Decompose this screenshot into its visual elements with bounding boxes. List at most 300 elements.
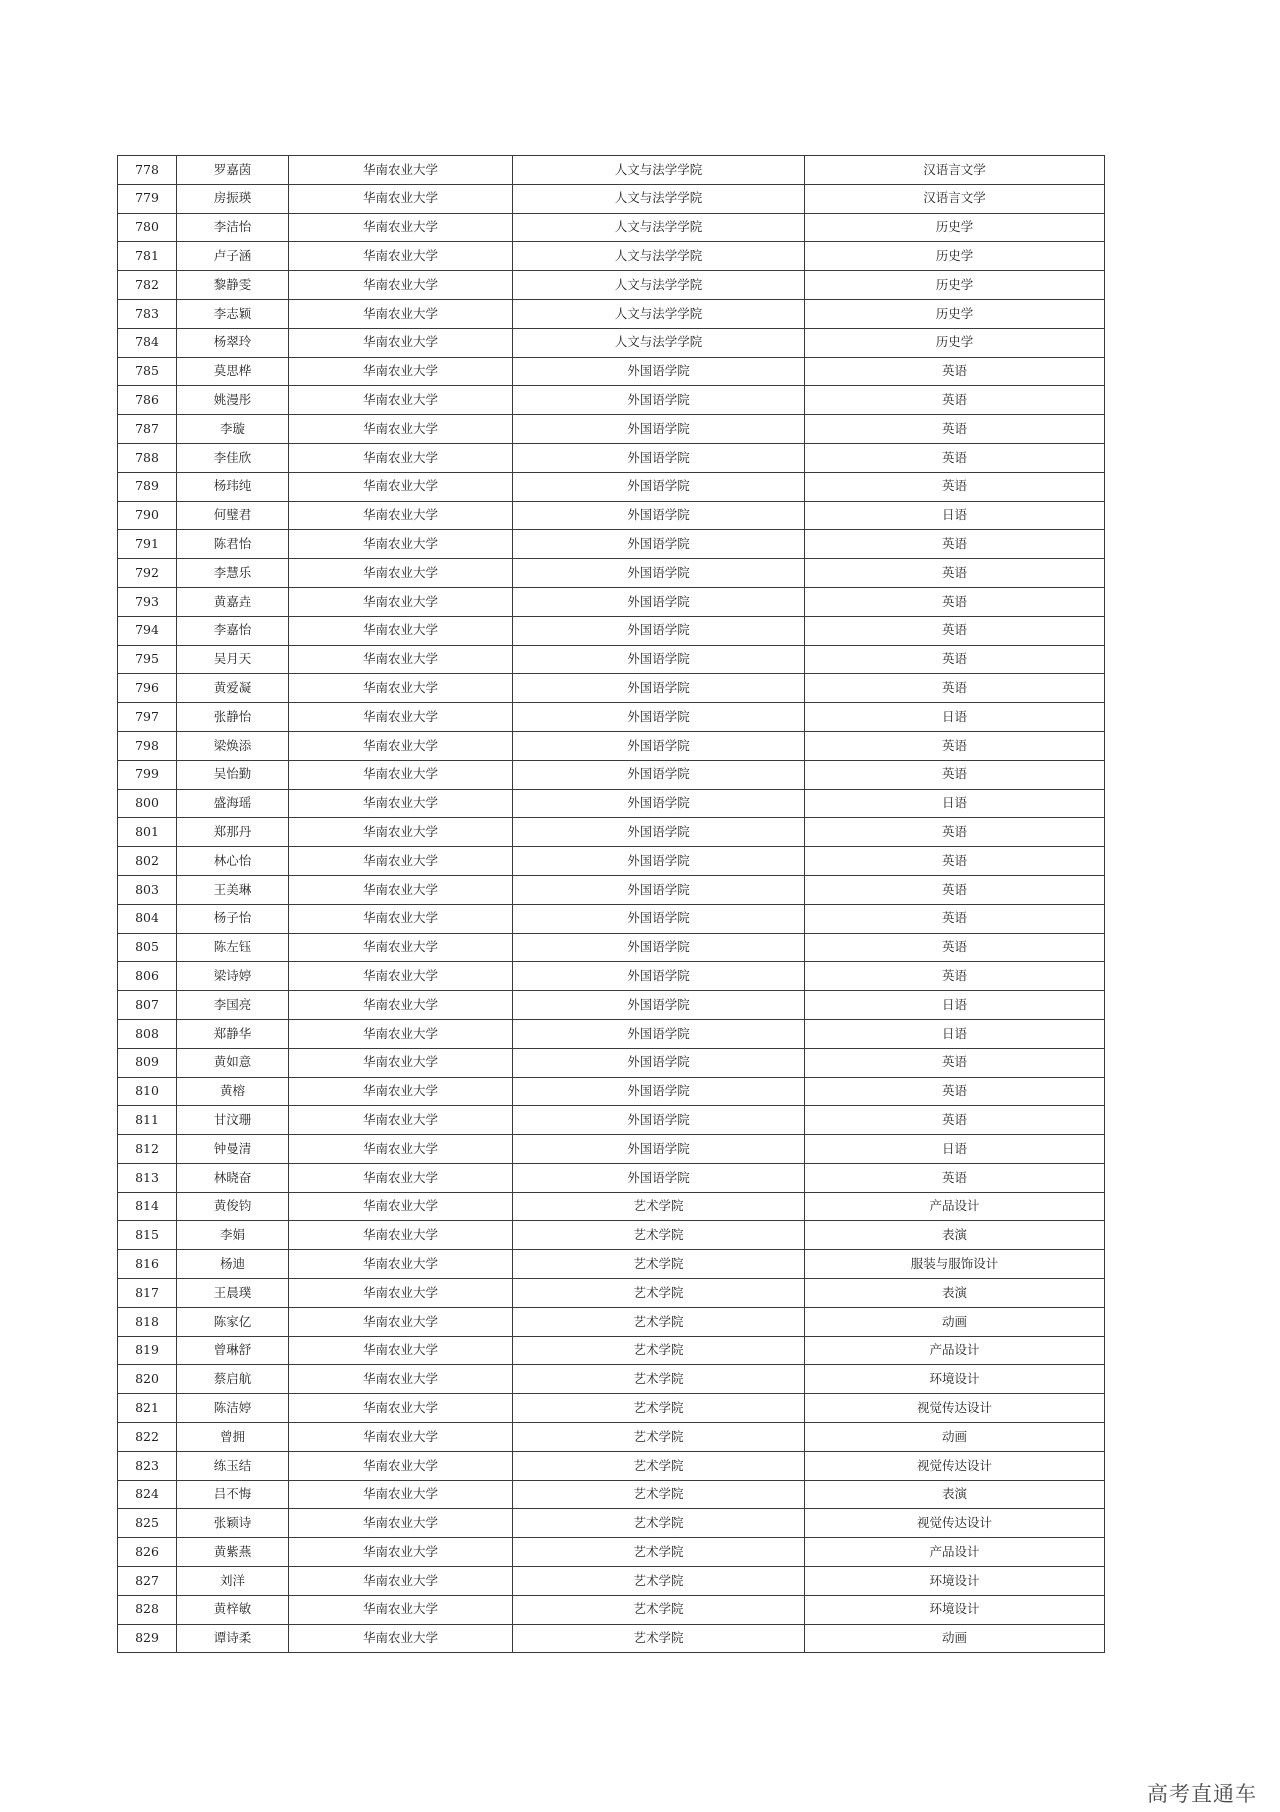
- cell-college: 艺术学院: [513, 1336, 805, 1365]
- cell-university: 华南农业大学: [289, 616, 513, 645]
- cell-university: 华南农业大学: [289, 156, 513, 185]
- table-row: [118, 645, 1105, 674]
- table-row: [118, 559, 1105, 588]
- cell-index: 801: [118, 818, 177, 847]
- cell-name: 陈君怡: [177, 530, 289, 559]
- cell-university: 华南农业大学: [289, 1480, 513, 1509]
- cell-index: 780: [118, 213, 177, 242]
- cell-name: 李国亮: [177, 991, 289, 1020]
- table-row: [118, 1250, 1105, 1279]
- cell-major: 汉语言文学: [805, 184, 1105, 213]
- cell-major: 历史学: [805, 213, 1105, 242]
- cell-university: 华南农业大学: [289, 386, 513, 415]
- table-row: [118, 184, 1105, 213]
- cell-university: 华南农业大学: [289, 875, 513, 904]
- cell-index: 779: [118, 184, 177, 213]
- cell-major: 日语: [805, 991, 1105, 1020]
- cell-index: 787: [118, 415, 177, 444]
- table-row: [118, 1307, 1105, 1336]
- table-row: [118, 674, 1105, 703]
- table-row: [118, 1336, 1105, 1365]
- table-row: [118, 1192, 1105, 1221]
- cell-name: 莫思桦: [177, 357, 289, 386]
- table-row: [118, 1279, 1105, 1308]
- table-row: [118, 1509, 1105, 1538]
- cell-index: 822: [118, 1423, 177, 1452]
- cell-index: 805: [118, 933, 177, 962]
- cell-major: 日语: [805, 789, 1105, 818]
- cell-index: 800: [118, 789, 177, 818]
- cell-college: 外国语学院: [513, 991, 805, 1020]
- cell-college: 外国语学院: [513, 645, 805, 674]
- cell-college: 外国语学院: [513, 847, 805, 876]
- table-row: [118, 875, 1105, 904]
- cell-college: 外国语学院: [513, 1019, 805, 1048]
- cell-college: 外国语学院: [513, 674, 805, 703]
- cell-university: 华南农业大学: [289, 933, 513, 962]
- cell-university: 华南农业大学: [289, 1595, 513, 1624]
- cell-major: 表演: [805, 1279, 1105, 1308]
- cell-college: 艺术学院: [513, 1307, 805, 1336]
- table-row: [118, 443, 1105, 472]
- cell-major: 英语: [805, 1077, 1105, 1106]
- cell-major: 动画: [805, 1423, 1105, 1452]
- cell-name: 盛海瑶: [177, 789, 289, 818]
- cell-university: 华南农业大学: [289, 1163, 513, 1192]
- cell-index: 819: [118, 1336, 177, 1365]
- table-row: [118, 1451, 1105, 1480]
- cell-name: 吕不悔: [177, 1480, 289, 1509]
- cell-university: 华南农业大学: [289, 703, 513, 732]
- cell-name: 王晨璞: [177, 1279, 289, 1308]
- cell-name: 李慧乐: [177, 559, 289, 588]
- cell-name: 黄如意: [177, 1048, 289, 1077]
- cell-major: 英语: [805, 674, 1105, 703]
- cell-college: 艺术学院: [513, 1480, 805, 1509]
- cell-college: 外国语学院: [513, 703, 805, 732]
- cell-major: 服装与服饰设计: [805, 1250, 1105, 1279]
- table-row: [118, 1567, 1105, 1596]
- cell-university: 华南农业大学: [289, 1509, 513, 1538]
- table-row: [118, 501, 1105, 530]
- cell-college: 外国语学院: [513, 1135, 805, 1164]
- table-row: [118, 299, 1105, 328]
- cell-university: 华南农业大学: [289, 789, 513, 818]
- table-row: [118, 1163, 1105, 1192]
- cell-name: 张颖诗: [177, 1509, 289, 1538]
- cell-major: 产品设计: [805, 1538, 1105, 1567]
- cell-college: 艺术学院: [513, 1192, 805, 1221]
- cell-major: 英语: [805, 1163, 1105, 1192]
- cell-university: 华南农业大学: [289, 472, 513, 501]
- cell-name: 钟曼清: [177, 1135, 289, 1164]
- cell-index: 783: [118, 299, 177, 328]
- cell-index: 823: [118, 1451, 177, 1480]
- table-row: [118, 1365, 1105, 1394]
- cell-name: 黄嘉垚: [177, 587, 289, 616]
- cell-university: 华南农业大学: [289, 1307, 513, 1336]
- cell-university: 华南农业大学: [289, 213, 513, 242]
- cell-college: 艺术学院: [513, 1423, 805, 1452]
- cell-major: 英语: [805, 415, 1105, 444]
- cell-index: 803: [118, 875, 177, 904]
- cell-university: 华南农业大学: [289, 847, 513, 876]
- cell-major: 英语: [805, 875, 1105, 904]
- table-row: [118, 1595, 1105, 1624]
- cell-college: 艺术学院: [513, 1567, 805, 1596]
- cell-name: 黎静雯: [177, 271, 289, 300]
- cell-name: 郑静华: [177, 1019, 289, 1048]
- cell-college: 艺术学院: [513, 1250, 805, 1279]
- cell-index: 813: [118, 1163, 177, 1192]
- cell-index: 816: [118, 1250, 177, 1279]
- cell-name: 房振瑛: [177, 184, 289, 213]
- cell-university: 华南农业大学: [289, 271, 513, 300]
- cell-name: 曾拥: [177, 1423, 289, 1452]
- cell-university: 华南农业大学: [289, 415, 513, 444]
- table-row: [118, 847, 1105, 876]
- cell-college: 人文与法学学院: [513, 184, 805, 213]
- table-row: [118, 818, 1105, 847]
- cell-college: 外国语学院: [513, 472, 805, 501]
- cell-major: 产品设计: [805, 1336, 1105, 1365]
- cell-college: 人文与法学学院: [513, 299, 805, 328]
- cell-index: 827: [118, 1567, 177, 1596]
- cell-college: 外国语学院: [513, 1048, 805, 1077]
- cell-name: 卢子涵: [177, 242, 289, 271]
- cell-college: 外国语学院: [513, 962, 805, 991]
- table-row: [118, 1019, 1105, 1048]
- cell-major: 历史学: [805, 299, 1105, 328]
- table-row: [118, 587, 1105, 616]
- cell-university: 华南农业大学: [289, 1048, 513, 1077]
- cell-major: 英语: [805, 472, 1105, 501]
- cell-major: 日语: [805, 1135, 1105, 1164]
- cell-college: 外国语学院: [513, 443, 805, 472]
- cell-college: 人文与法学学院: [513, 328, 805, 357]
- cell-college: 外国语学院: [513, 818, 805, 847]
- cell-index: 825: [118, 1509, 177, 1538]
- cell-major: 视觉传达设计: [805, 1509, 1105, 1538]
- cell-name: 梁诗婷: [177, 962, 289, 991]
- cell-college: 艺术学院: [513, 1595, 805, 1624]
- table-row: [118, 962, 1105, 991]
- cell-major: 环境设计: [805, 1595, 1105, 1624]
- cell-university: 华南农业大学: [289, 1567, 513, 1596]
- cell-major: 英语: [805, 1106, 1105, 1135]
- cell-major: 英语: [805, 962, 1105, 991]
- cell-college: 外国语学院: [513, 933, 805, 962]
- table-row: [118, 472, 1105, 501]
- cell-name: 林心怡: [177, 847, 289, 876]
- cell-university: 华南农业大学: [289, 904, 513, 933]
- cell-index: 817: [118, 1279, 177, 1308]
- table-row: [118, 271, 1105, 300]
- cell-name: 杨迪: [177, 1250, 289, 1279]
- cell-college: 人文与法学学院: [513, 242, 805, 271]
- table-row: [118, 991, 1105, 1020]
- cell-major: 英语: [805, 933, 1105, 962]
- cell-name: 刘洋: [177, 1567, 289, 1596]
- table-row: [118, 731, 1105, 760]
- cell-major: 表演: [805, 1221, 1105, 1250]
- cell-name: 曾琳舒: [177, 1336, 289, 1365]
- cell-university: 华南农业大学: [289, 1336, 513, 1365]
- cell-major: 环境设计: [805, 1365, 1105, 1394]
- cell-name: 李璇: [177, 415, 289, 444]
- cell-name: 郑那丹: [177, 818, 289, 847]
- cell-major: 动画: [805, 1624, 1105, 1653]
- cell-index: 802: [118, 847, 177, 876]
- admission-list-table: [117, 155, 1105, 1653]
- cell-index: 789: [118, 472, 177, 501]
- cell-university: 华南农业大学: [289, 760, 513, 789]
- cell-college: 艺术学院: [513, 1509, 805, 1538]
- cell-university: 华南农业大学: [289, 962, 513, 991]
- cell-name: 黄紫燕: [177, 1538, 289, 1567]
- cell-name: 张静怡: [177, 703, 289, 732]
- cell-university: 华南农业大学: [289, 1365, 513, 1394]
- table-row: [118, 1423, 1105, 1452]
- cell-index: 824: [118, 1480, 177, 1509]
- cell-name: 陈左钰: [177, 933, 289, 962]
- cell-college: 外国语学院: [513, 760, 805, 789]
- cell-index: 809: [118, 1048, 177, 1077]
- cell-university: 华南农业大学: [289, 991, 513, 1020]
- cell-index: 790: [118, 501, 177, 530]
- table-row: [118, 1048, 1105, 1077]
- cell-name: 李佳欣: [177, 443, 289, 472]
- cell-college: 外国语学院: [513, 357, 805, 386]
- cell-index: 806: [118, 962, 177, 991]
- cell-name: 李娟: [177, 1221, 289, 1250]
- cell-college: 艺术学院: [513, 1221, 805, 1250]
- table-row: [118, 1538, 1105, 1567]
- cell-index: 826: [118, 1538, 177, 1567]
- cell-major: 英语: [805, 1048, 1105, 1077]
- cell-university: 华南农业大学: [289, 1451, 513, 1480]
- cell-name: 杨玮纯: [177, 472, 289, 501]
- cell-university: 华南农业大学: [289, 1538, 513, 1567]
- cell-name: 陈洁婷: [177, 1394, 289, 1423]
- cell-name: 李志颖: [177, 299, 289, 328]
- cell-index: 778: [118, 156, 177, 185]
- cell-university: 华南农业大学: [289, 1019, 513, 1048]
- cell-college: 外国语学院: [513, 1106, 805, 1135]
- table-row: [118, 242, 1105, 271]
- cell-major: 英语: [805, 530, 1105, 559]
- cell-college: 人文与法学学院: [513, 156, 805, 185]
- cell-college: 外国语学院: [513, 904, 805, 933]
- cell-index: 815: [118, 1221, 177, 1250]
- cell-college: 艺术学院: [513, 1538, 805, 1567]
- cell-university: 华南农业大学: [289, 184, 513, 213]
- cell-college: 外国语学院: [513, 875, 805, 904]
- table-body: [118, 156, 1105, 1653]
- cell-university: 华南农业大学: [289, 1192, 513, 1221]
- cell-college: 人文与法学学院: [513, 213, 805, 242]
- table-row: [118, 616, 1105, 645]
- cell-major: 英语: [805, 559, 1105, 588]
- cell-university: 华南农业大学: [289, 1106, 513, 1135]
- cell-index: 794: [118, 616, 177, 645]
- cell-major: 英语: [805, 645, 1105, 674]
- cell-name: 练玉结: [177, 1451, 289, 1480]
- cell-name: 何璧君: [177, 501, 289, 530]
- cell-name: 蔡启航: [177, 1365, 289, 1394]
- cell-name: 李嘉怡: [177, 616, 289, 645]
- cell-major: 英语: [805, 443, 1105, 472]
- table-row: [118, 789, 1105, 818]
- cell-index: 795: [118, 645, 177, 674]
- table-row: [118, 213, 1105, 242]
- cell-major: 日语: [805, 703, 1105, 732]
- table-row: [118, 703, 1105, 732]
- cell-index: 784: [118, 328, 177, 357]
- cell-index: 797: [118, 703, 177, 732]
- cell-index: 799: [118, 760, 177, 789]
- cell-major: 环境设计: [805, 1567, 1105, 1596]
- table-row: [118, 1624, 1105, 1653]
- cell-university: 华南农业大学: [289, 443, 513, 472]
- cell-name: 黄爱凝: [177, 674, 289, 703]
- cell-name: 梁焕添: [177, 731, 289, 760]
- cell-major: 英语: [805, 386, 1105, 415]
- cell-index: 814: [118, 1192, 177, 1221]
- cell-college: 外国语学院: [513, 1163, 805, 1192]
- cell-major: 日语: [805, 1019, 1105, 1048]
- cell-university: 华南农业大学: [289, 328, 513, 357]
- cell-index: 788: [118, 443, 177, 472]
- cell-name: 杨子怡: [177, 904, 289, 933]
- cell-university: 华南农业大学: [289, 501, 513, 530]
- cell-index: 792: [118, 559, 177, 588]
- cell-major: 英语: [805, 847, 1105, 876]
- cell-index: 781: [118, 242, 177, 271]
- table-row: [118, 530, 1105, 559]
- cell-university: 华南农业大学: [289, 1250, 513, 1279]
- cell-college: 艺术学院: [513, 1365, 805, 1394]
- watermark-text: 高考直通车: [1147, 1782, 1257, 1806]
- cell-index: 808: [118, 1019, 177, 1048]
- cell-college: 外国语学院: [513, 530, 805, 559]
- cell-index: 804: [118, 904, 177, 933]
- cell-college: 艺术学院: [513, 1279, 805, 1308]
- cell-university: 华南农业大学: [289, 645, 513, 674]
- cell-name: 罗嘉茵: [177, 156, 289, 185]
- cell-major: 英语: [805, 731, 1105, 760]
- cell-name: 黄梓敏: [177, 1595, 289, 1624]
- cell-index: 798: [118, 731, 177, 760]
- cell-index: 785: [118, 357, 177, 386]
- cell-index: 782: [118, 271, 177, 300]
- cell-index: 807: [118, 991, 177, 1020]
- cell-major: 英语: [805, 616, 1105, 645]
- table-row: [118, 1394, 1105, 1423]
- cell-college: 外国语学院: [513, 1077, 805, 1106]
- cell-university: 华南农业大学: [289, 674, 513, 703]
- table-row: [118, 156, 1105, 185]
- cell-university: 华南农业大学: [289, 587, 513, 616]
- cell-name: 杨翠玲: [177, 328, 289, 357]
- cell-university: 华南农业大学: [289, 559, 513, 588]
- cell-university: 华南农业大学: [289, 1624, 513, 1653]
- cell-index: 828: [118, 1595, 177, 1624]
- cell-name: 吴月天: [177, 645, 289, 674]
- cell-university: 华南农业大学: [289, 818, 513, 847]
- cell-name: 李洁怡: [177, 213, 289, 242]
- cell-major: 日语: [805, 501, 1105, 530]
- cell-index: 791: [118, 530, 177, 559]
- cell-college: 艺术学院: [513, 1624, 805, 1653]
- cell-major: 表演: [805, 1480, 1105, 1509]
- cell-index: 810: [118, 1077, 177, 1106]
- cell-index: 821: [118, 1394, 177, 1423]
- cell-name: 姚漫彤: [177, 386, 289, 415]
- cell-college: 艺术学院: [513, 1394, 805, 1423]
- cell-college: 外国语学院: [513, 789, 805, 818]
- cell-index: 818: [118, 1307, 177, 1336]
- table-row: [118, 1135, 1105, 1164]
- cell-major: 英语: [805, 904, 1105, 933]
- cell-index: 820: [118, 1365, 177, 1394]
- cell-university: 华南农业大学: [289, 731, 513, 760]
- cell-index: 812: [118, 1135, 177, 1164]
- table-row: [118, 357, 1105, 386]
- cell-college: 外国语学院: [513, 559, 805, 588]
- table-row: [118, 1077, 1105, 1106]
- cell-name: 谭诗柔: [177, 1624, 289, 1653]
- cell-college: 外国语学院: [513, 731, 805, 760]
- cell-college: 人文与法学学院: [513, 271, 805, 300]
- table-row: [118, 328, 1105, 357]
- cell-university: 华南农业大学: [289, 1394, 513, 1423]
- cell-major: 动画: [805, 1307, 1105, 1336]
- table-row: [118, 760, 1105, 789]
- cell-index: 796: [118, 674, 177, 703]
- table-row: [118, 386, 1105, 415]
- cell-major: 历史学: [805, 271, 1105, 300]
- table-row: [118, 1106, 1105, 1135]
- cell-college: 外国语学院: [513, 386, 805, 415]
- table-row: [118, 933, 1105, 962]
- cell-name: 林晓奋: [177, 1163, 289, 1192]
- cell-college: 外国语学院: [513, 415, 805, 444]
- cell-name: 甘汶珊: [177, 1106, 289, 1135]
- cell-major: 英语: [805, 587, 1105, 616]
- cell-index: 793: [118, 587, 177, 616]
- cell-university: 华南农业大学: [289, 1423, 513, 1452]
- cell-major: 视觉传达设计: [805, 1394, 1105, 1423]
- table-row: [118, 904, 1105, 933]
- table-row: [118, 1480, 1105, 1509]
- cell-major: 历史学: [805, 328, 1105, 357]
- cell-name: 陈家亿: [177, 1307, 289, 1336]
- cell-major: 汉语言文学: [805, 156, 1105, 185]
- cell-index: 829: [118, 1624, 177, 1653]
- cell-name: 黄榕: [177, 1077, 289, 1106]
- cell-college: 外国语学院: [513, 616, 805, 645]
- cell-university: 华南农业大学: [289, 242, 513, 271]
- cell-university: 华南农业大学: [289, 530, 513, 559]
- cell-university: 华南农业大学: [289, 357, 513, 386]
- cell-major: 视觉传达设计: [805, 1451, 1105, 1480]
- cell-name: 王美琳: [177, 875, 289, 904]
- cell-university: 华南农业大学: [289, 299, 513, 328]
- cell-college: 外国语学院: [513, 587, 805, 616]
- cell-major: 产品设计: [805, 1192, 1105, 1221]
- cell-name: 黄俊钧: [177, 1192, 289, 1221]
